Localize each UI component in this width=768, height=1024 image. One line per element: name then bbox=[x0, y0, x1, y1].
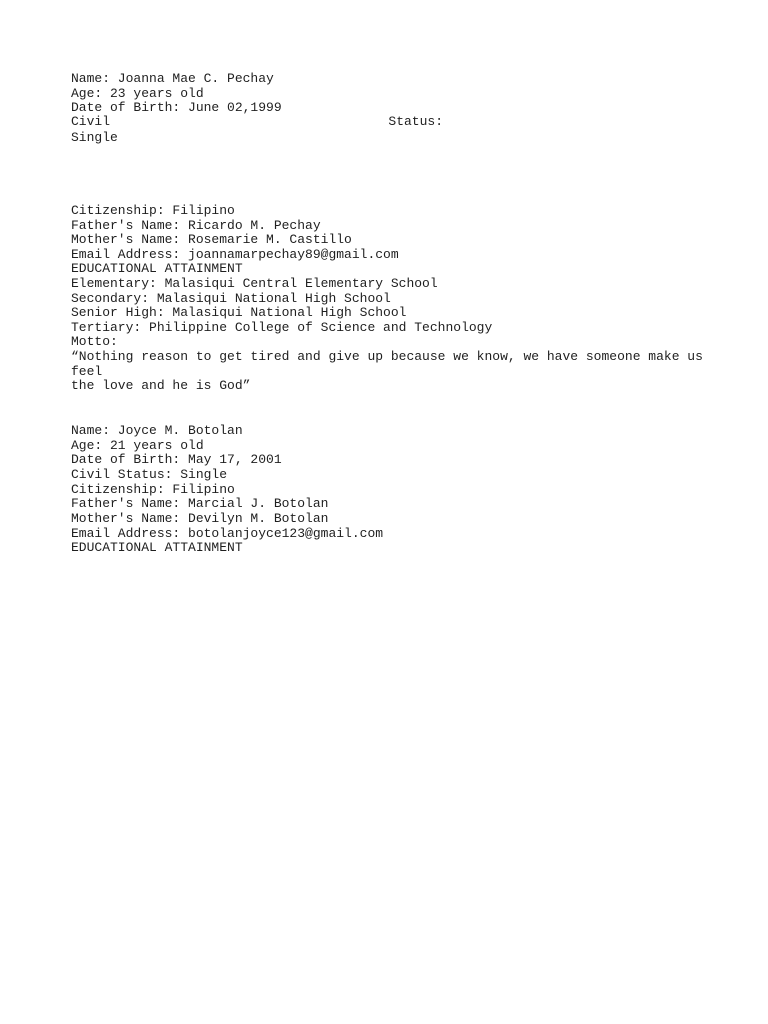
p1-name: Name: Joanna Mae C. Pechay bbox=[71, 71, 274, 86]
p2-name: Name: Joyce M. Botolan bbox=[71, 423, 243, 438]
p1-secondary: Secondary: Malasiqui National High School bbox=[71, 291, 391, 306]
p2-date-of-birth: Date of Birth: May 17, 2001 bbox=[71, 452, 282, 467]
p1-civil-status-value: Single bbox=[71, 130, 118, 145]
p1-senior-high: Senior High: Malasiqui National High School bbox=[71, 305, 407, 320]
p1-motto-label: Motto: bbox=[71, 334, 118, 349]
p2-education-heading: EDUCATIONAL ATTAINMENT bbox=[71, 540, 243, 555]
p1-date-of-birth: Date of Birth: June 02,1999 bbox=[71, 100, 282, 115]
p1-civil-word: Civil bbox=[71, 114, 111, 129]
p1-civil-status-row bbox=[71, 115, 443, 130]
p2-mother-name: Mother's Name: Devilyn M. Botolan bbox=[71, 511, 329, 526]
p1-motto-line-1: “Nothing reason to get tired and give up because we know, we have someone make us bbox=[71, 349, 703, 364]
p1-age: Age: 23 years old bbox=[71, 86, 204, 101]
p2-civil-status: Civil Status: Single bbox=[71, 467, 228, 482]
p1-email-address: Email Address: joannamarpechay89@gmail.com bbox=[71, 247, 399, 262]
p1-tertiary: Tertiary: Philippine College of Science and Technology bbox=[71, 320, 493, 335]
p1-education-heading: EDUCATIONAL ATTAINMENT bbox=[71, 261, 243, 276]
p1-motto-line-3: the love and he is God” bbox=[71, 378, 251, 393]
p1-citizenship: Citizenship: Filipino bbox=[71, 203, 235, 218]
p2-father-name: Father's Name: Marcial J. Botolan bbox=[71, 496, 329, 511]
p2-citizenship: Citizenship: Filipino bbox=[71, 482, 235, 497]
p2-email-address: Email Address: botolanjoyce123@gmail.com bbox=[71, 526, 384, 541]
p1-mother-name: Mother's Name: Rosemarie M. Castillo bbox=[71, 232, 352, 247]
p1-status-word: Status: bbox=[388, 114, 443, 129]
p1-elementary: Elementary: Malasiqui Central Elementary School bbox=[71, 276, 438, 291]
p2-age: Age: 21 years old bbox=[71, 438, 204, 453]
p1-father-name: Father's Name: Ricardo M. Pechay bbox=[71, 218, 321, 233]
p1-motto-line-2: feel bbox=[71, 364, 103, 379]
